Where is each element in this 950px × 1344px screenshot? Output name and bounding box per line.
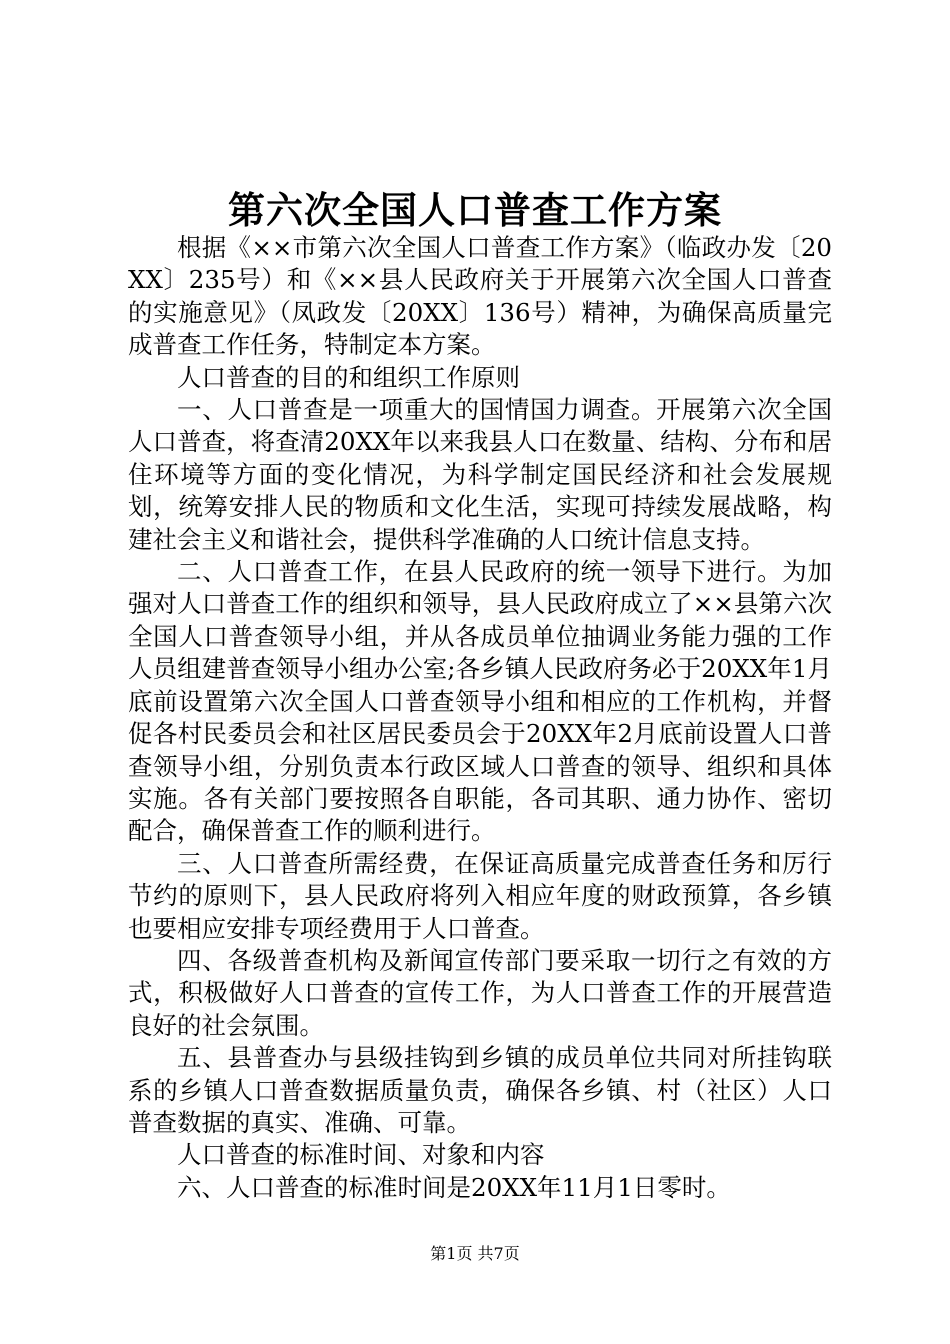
- section-heading-purpose: 人口普查的目的和组织工作原则: [177, 362, 520, 392]
- intro-paragraph: 根据《××市第六次全国人口普查工作方案》（临政办发〔20XX〕235号）和《××县人民政府关于开展第六次全国人口普查的实施意见》（凤政发〔20XX〕136号）精神，为确保高质量完成普查工作任务，特制定本方案。: [128, 233, 832, 360]
- document-body: [128, 232, 832, 1204]
- paragraph-4: 四、各级普查机构及新闻宣传部门要采取一切行之有效的方式，积极做好人口普查的宣传工作，为人口普查工作的开展营造良好的社会氛围。: [128, 945, 832, 1040]
- document-title: 第六次全国人口普查工作方案: [228, 188, 722, 232]
- paragraph-1: 一、人口普查是一项重大的国情国力调查。开展第六次全国人口普查，将查清20XX年以来我县人口在数量、结构、分布和居住环境等方面的变化情况，为科学制定国民经济和社会发展规划，统筹安排人民的物质和文化生活，实现可持续发展战略，构建社会主义和谐社会，提供科学准确的人口统计信息支持。: [128, 395, 832, 554]
- paragraph-6: 六、人口普查的标准时间是20XX年11月1日零时。: [177, 1172, 731, 1202]
- paragraph-2: 二、人口普查工作，在县人民政府的统一领导下进行。为加强对人口普查工作的组织和领导，县人民政府成立了××县第六次全国人口普查领导小组，并从各成员单位抽调业务能力强的工作人员组建普查领导小组办公室;各乡镇人民政府务必于20XX年1月底前设置第六次全国人口普查领导小组和相应的工作机构，并督促各村民委员会和社区居民委员会于20XX年2月底前设置人口普查领导小组，分别负责本行政区域人口普查的领导、组织和具体实施。各有关部门要按照各自职能，各司其职、通力协作、密切配合，确保普查工作的顺利进行。: [128, 557, 832, 846]
- paragraph-5: 五、县普查办与县级挂钩到乡镇的成员单位共同对所挂钩联系的乡镇人口普查数据质量负责，确保各乡镇、村（社区）人口普查数据的真实、准确、可靠。: [128, 1043, 832, 1137]
- paragraph-3: 三、人口普查所需经费，在保证高质量完成普查任务和厉行节约的原则下，县人民政府将列入相应年度的财政预算，各乡镇也要相应安排专项经费用于人口普查。: [128, 848, 832, 943]
- page-number-footer: 第1页 共7页: [430, 1244, 520, 1263]
- section-heading-standard-time: 人口普查的标准时间、对象和内容: [177, 1140, 545, 1170]
